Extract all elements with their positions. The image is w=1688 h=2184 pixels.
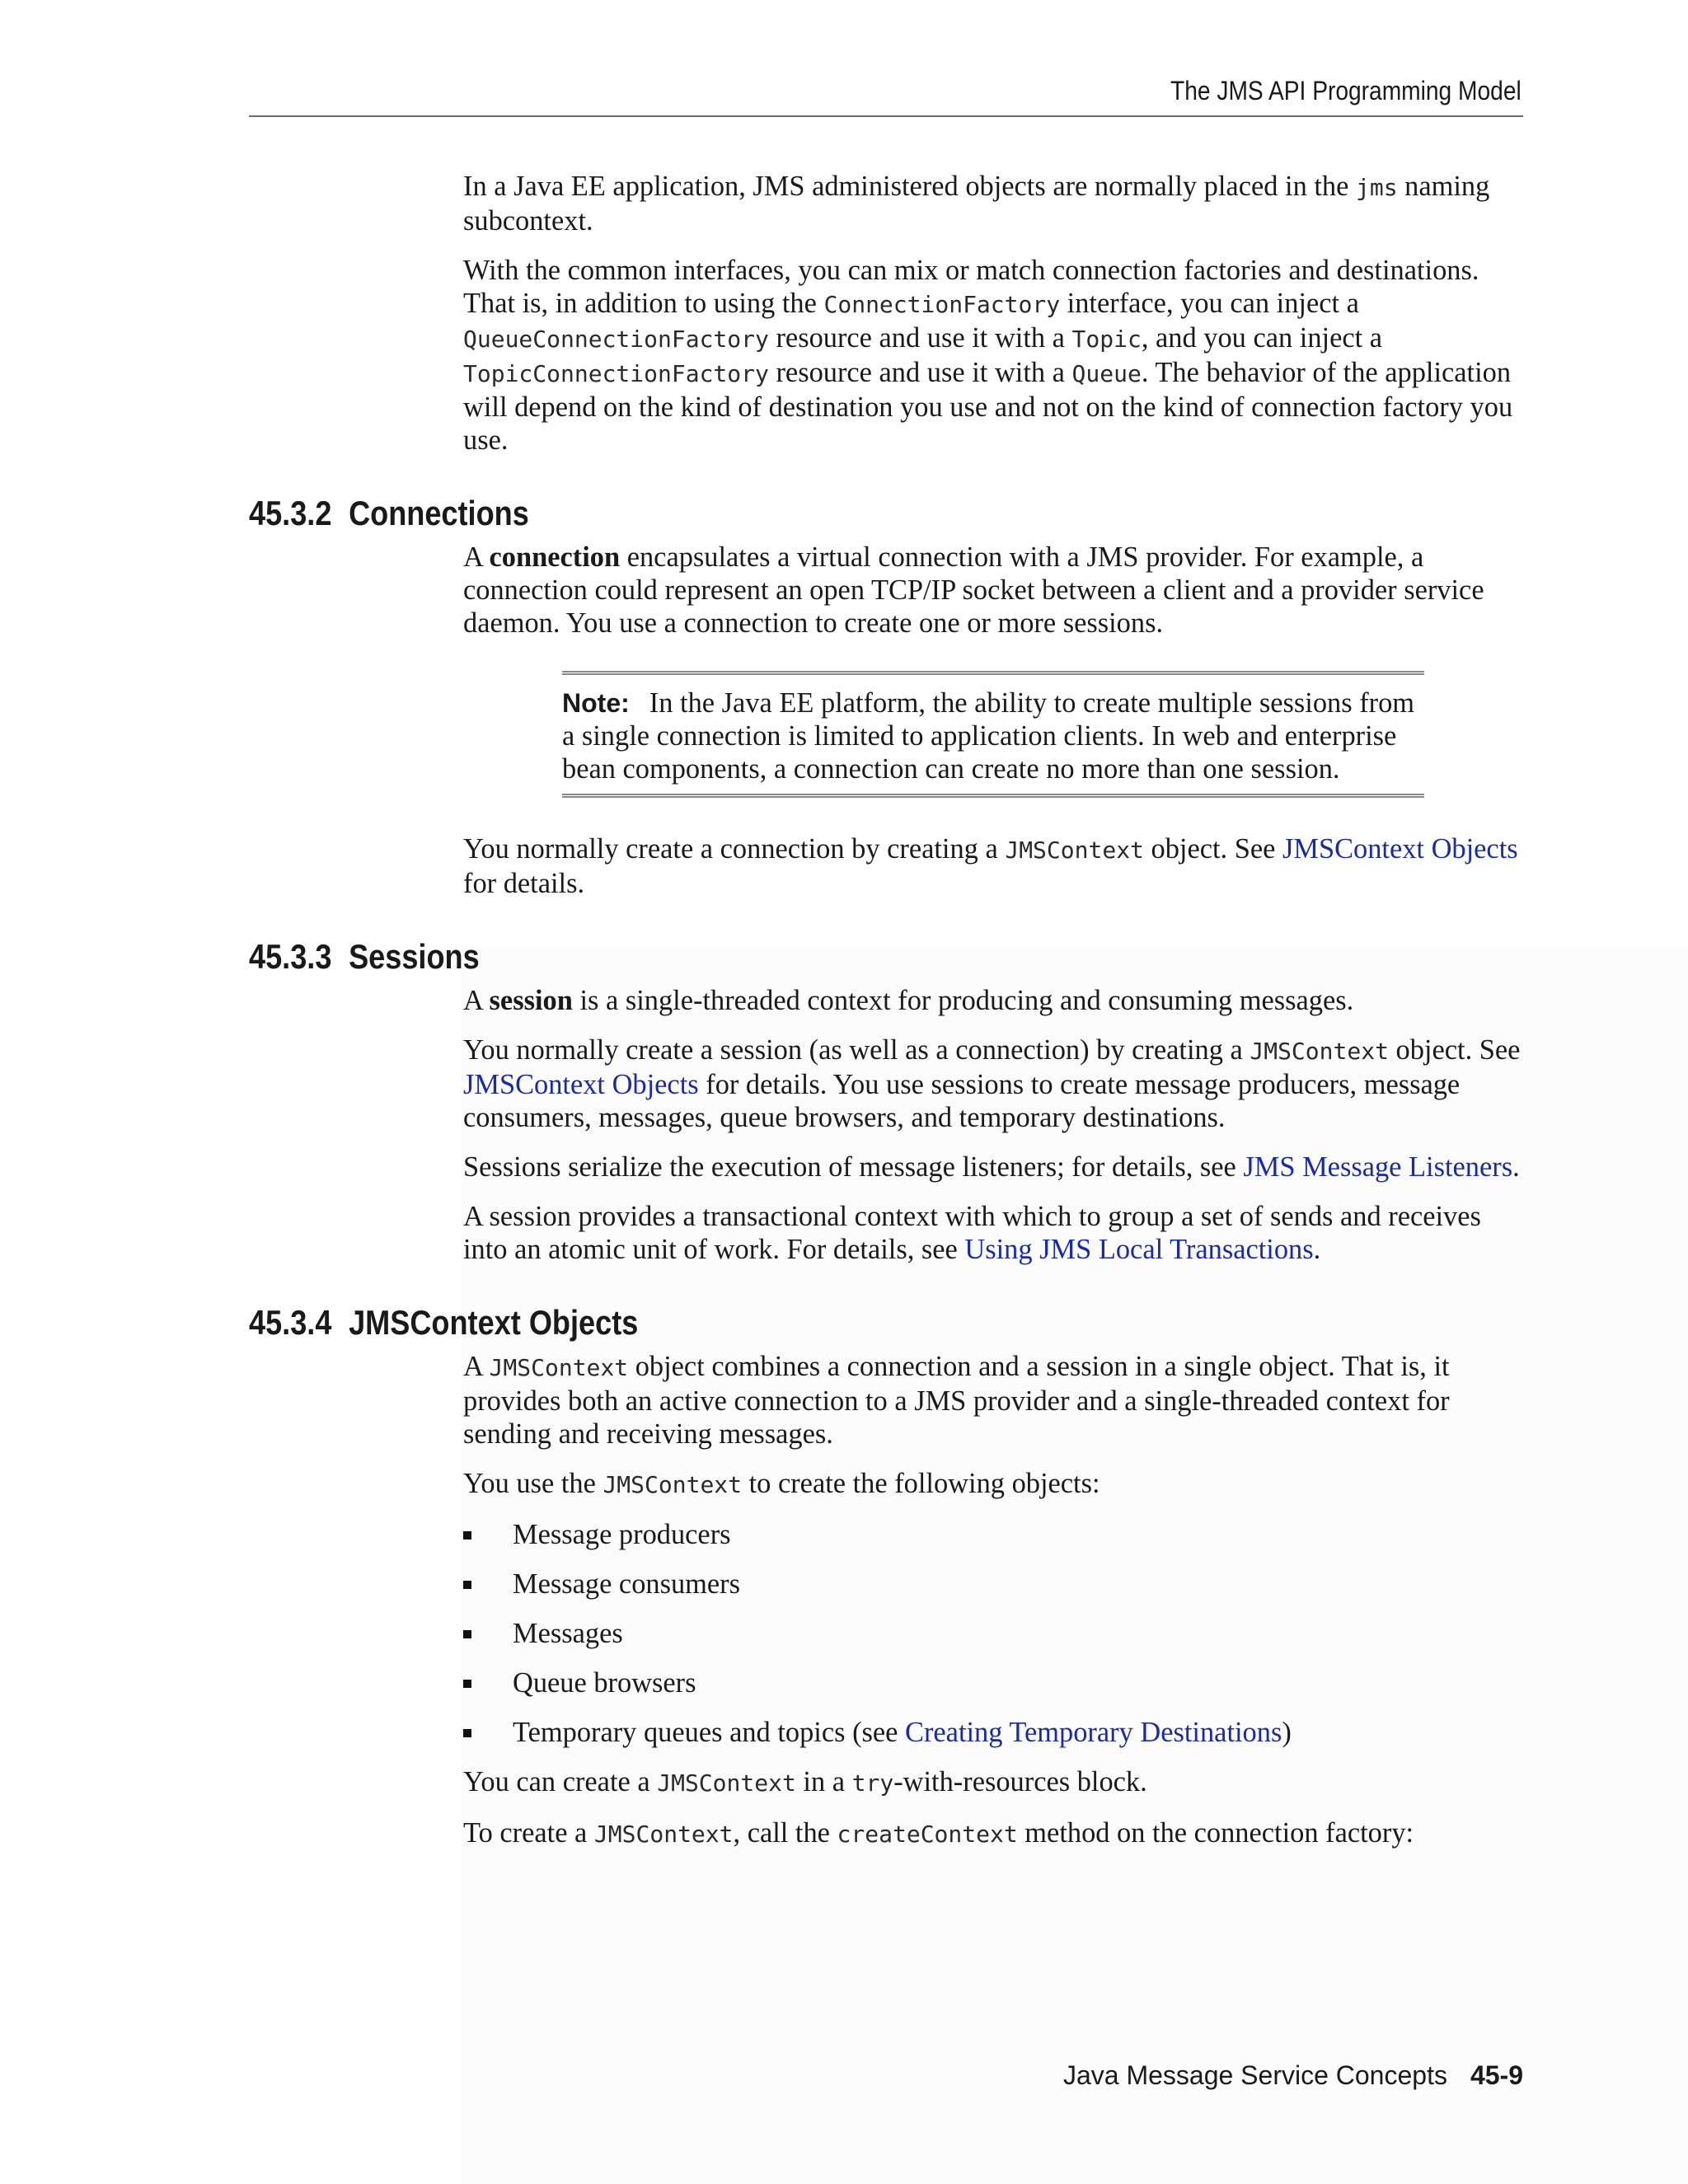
bullet-icon (463, 1729, 471, 1737)
code-term: QueueConnectionFactory (463, 326, 769, 353)
sessions-paragraph-1: A session is a single-threaded context for producing and consuming messages. (463, 985, 1354, 1016)
list-item: Temporary queues and topics (see Creating Temporary Destinations) (463, 1716, 1526, 1749)
list-item: Messages (463, 1617, 1526, 1650)
running-header (249, 71, 1523, 117)
code-term: Queue (1071, 360, 1142, 387)
code-term: JMSContext (593, 1821, 734, 1848)
section-heading-jmscontext: 45.3.4 JMSContext Objects (249, 1303, 639, 1342)
code-term: Topic (1071, 326, 1142, 353)
code-term: JMSContext (657, 1769, 796, 1797)
list-item: Message consumers (463, 1568, 1526, 1601)
section-heading-connections: 45.3.2 Connections (249, 494, 529, 532)
code-term: JMSContext (1250, 1038, 1389, 1065)
bullet-list (463, 1518, 1526, 1749)
intro-paragraph-1: In a Java EE application, JMS administered objects are normally placed in the jms naming subcontext. (463, 171, 1490, 237)
connections-block (463, 541, 1526, 900)
list-item: Queue browsers (463, 1666, 1526, 1699)
link-creating-temporary-destinations[interactable]: Creating Temporary Destinations (905, 1717, 1282, 1748)
footer-book-title: Java Message Service Concepts (1062, 2060, 1447, 2090)
note-text: In the Java EE platform, the ability to create multiple sessions from a single connection is limited to application clients. In web and enterprise bean components, a connection can create no more than one session. (562, 687, 1415, 785)
section-heading-sessions: 45.3.3 Sessions (249, 937, 480, 976)
code-term: JMSContext (1005, 837, 1144, 864)
note-label: Note: (562, 688, 630, 718)
document-body (249, 170, 1523, 1868)
intro-block (463, 170, 1526, 457)
jmscontext-paragraph-3: You can create a JMSContext in a try-with-resources block. (463, 1766, 1147, 1797)
connections-paragraph-1: A connection encapsulates a virtual connection with a JMS provider. For example, a connection could represent an open TCP/IP socket between a client and a provider service daemon. You use a connection to create one or more sessions. (463, 541, 1484, 639)
link-using-jms-local-transactions[interactable]: Using JMS Local Transactions (964, 1234, 1314, 1265)
code-term: try (851, 1769, 894, 1797)
code-term: JMSContext (603, 1471, 743, 1498)
bullet-icon (463, 1531, 471, 1540)
link-jms-message-listeners[interactable]: JMS Message Listeners (1243, 1151, 1513, 1183)
note-box (562, 671, 1424, 798)
code-term: ConnectionFactory (823, 291, 1061, 318)
intro-paragraph-2: With the common interfaces, you can mix or match connection factories and destinations. That is, in addition to using the ConnectionFactory interface, you can inject a QueueConnectionFactory resource and use it with a Topic, and you can inject a TopicConnectionFactory resource and use it with a Queue. The behavior of the application will depend on the kind of destination you use and not on the kind of connection factory you use. (463, 255, 1513, 456)
connections-paragraph-2: You normally create a connection by creating a JMSContext object. See JMSContext Objects for details. (463, 833, 1518, 899)
sessions-paragraph-4: A session provides a transactional context with which to group a set of sends and receives into an atomic unit of work. For details, see Using JMS Local Transactions. (463, 1201, 1481, 1265)
sessions-paragraph-2: You normally create a session (as well as a connection) by creating a JMSContext object. See JMSContext Objects for details. You use sessions to create message producers, message consumers, messages, queue browsers, and temporary destinations. (463, 1034, 1521, 1133)
link-jmscontext-objects[interactable]: JMSContext Objects (463, 1069, 699, 1100)
code-term: createContext (837, 1821, 1018, 1848)
header-title: The JMS API Programming Model (1170, 76, 1522, 105)
code-term: JMSContext (489, 1354, 629, 1381)
sessions-paragraph-3: Sessions serialize the execution of message listeners; for details, see JMS Message Listeners. (463, 1151, 1520, 1183)
bullet-icon (463, 1630, 471, 1638)
sessions-block (463, 984, 1526, 1266)
bullet-icon (463, 1581, 471, 1589)
jmscontext-paragraph-4: To create a JMSContext, call the createContext method on the connection factory: (463, 1817, 1414, 1849)
jmscontext-paragraph-1: A JMSContext object combines a connection and a session in a single object. That is, it provides both an active connection to a JMS provider and a single-threaded context for sending and receiving messages. (463, 1351, 1450, 1450)
code-term: jms (1355, 174, 1398, 201)
page-number: 45-9 (1470, 2060, 1523, 2090)
list-item: Message producers (463, 1518, 1526, 1551)
page-footer (1063, 2060, 1523, 2091)
jmscontext-paragraph-2: You use the JMSContext to create the following objects: (463, 1468, 1100, 1499)
bullet-icon (463, 1680, 471, 1688)
code-term: TopicConnectionFactory (463, 360, 769, 387)
jmscontext-block (463, 1350, 1526, 1851)
link-jmscontext-objects[interactable]: JMSContext Objects (1282, 833, 1518, 865)
